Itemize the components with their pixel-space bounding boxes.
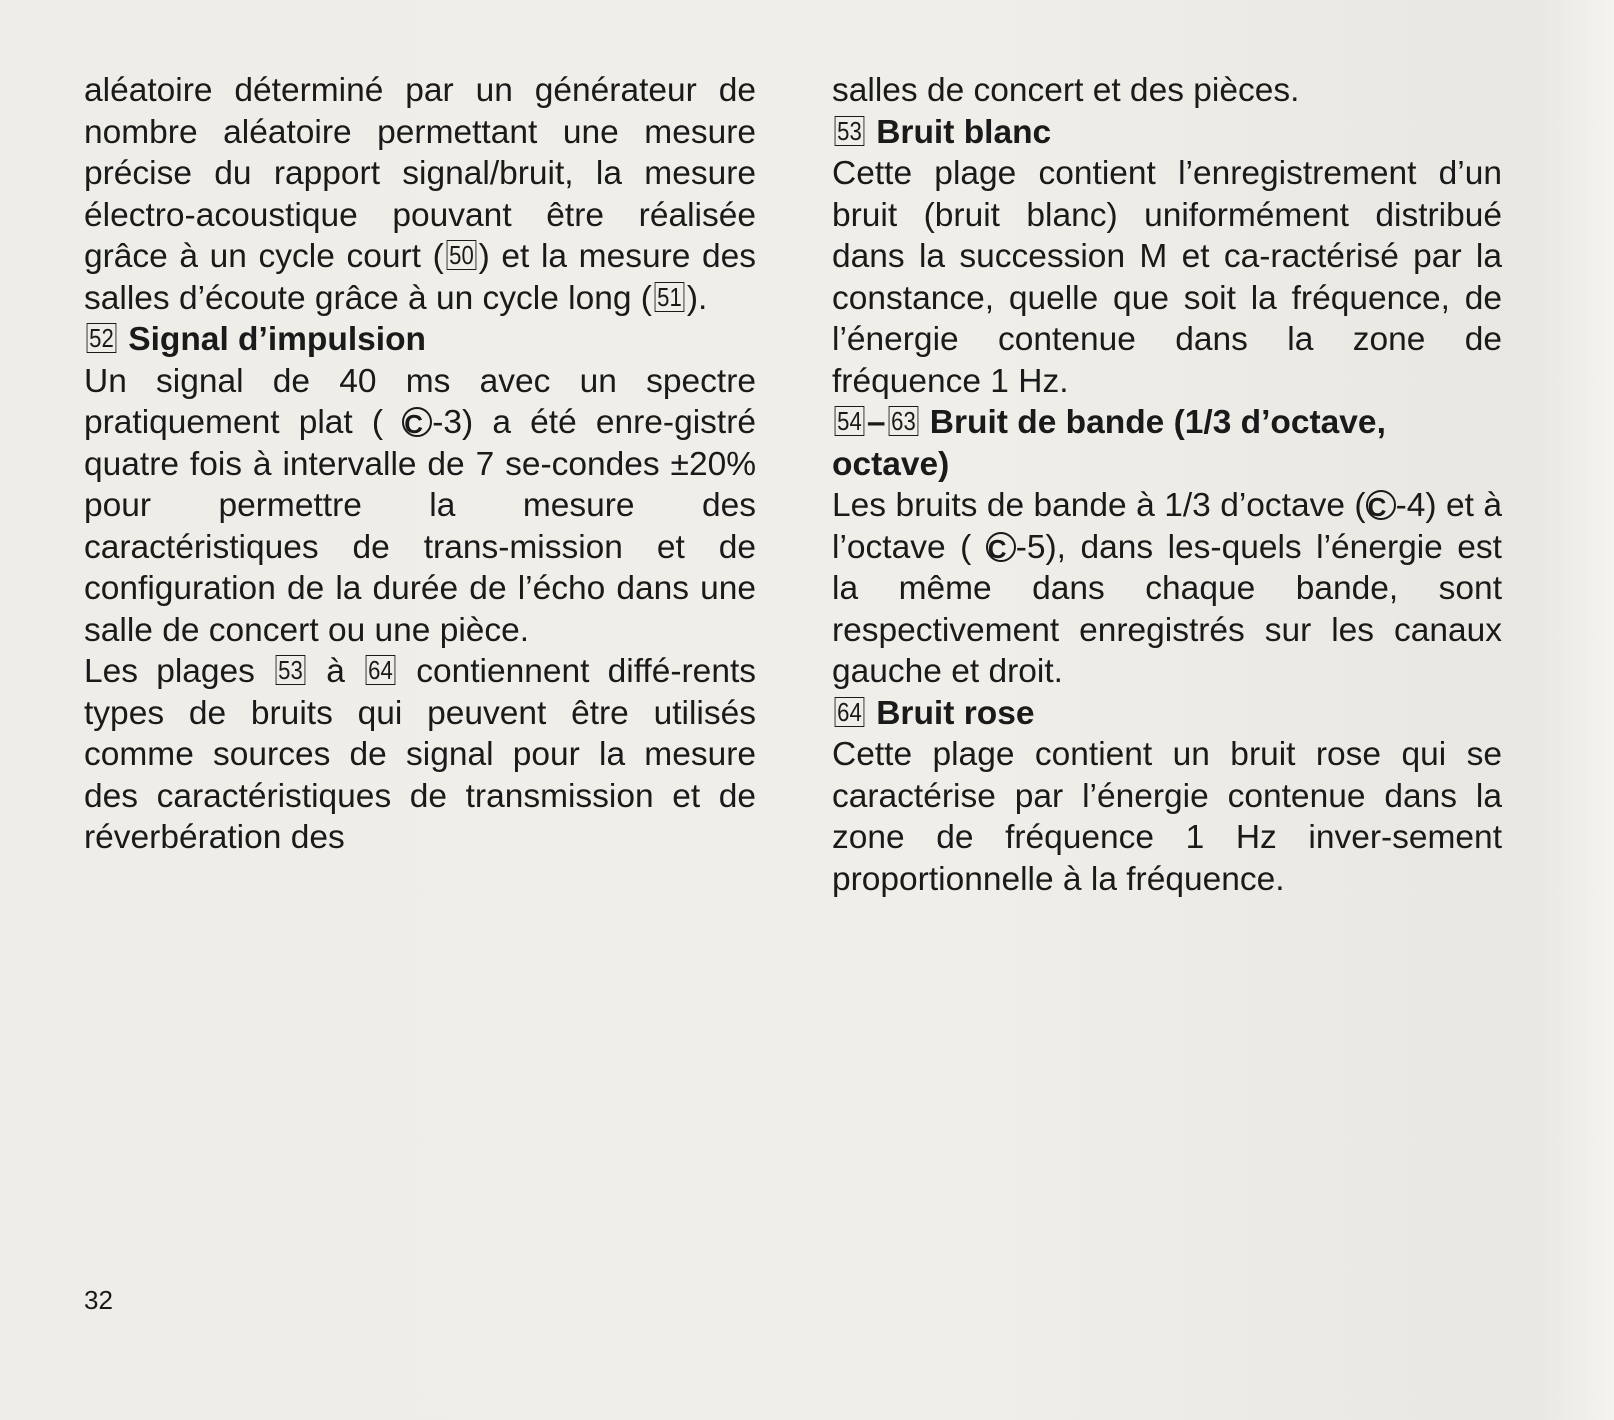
section-heading-pink-noise: 64 Bruit rose bbox=[832, 693, 1502, 735]
track-number-box: 64 bbox=[366, 655, 396, 685]
track-number-box: 51 bbox=[655, 282, 685, 312]
track-number-box: 53 bbox=[276, 655, 306, 685]
paragraph-band-noise: Les bruits de bande à 1/3 d’octave (C -4) et à l’octave ( C -5), dans les-quels l’énergie est la même dans chaque bande, sont respectivement enregistrés sur les canaux gauche et droit. bbox=[832, 487, 1502, 690]
section-heading-white-noise: 53 Bruit blanc bbox=[832, 112, 1502, 154]
section-heading-band-noise: 54 – 63 Bruit de bande (1/3 d’octave, octave) bbox=[832, 404, 1386, 483]
c-circle-icon: C bbox=[986, 532, 1016, 562]
track-number-box: 50 bbox=[446, 240, 476, 270]
paragraph-white-noise: Cette plage contient l’enregistrement d’un bruit (bruit blanc) uniformément distribué dans la succession M et ca-ractérisé par la constance, quelle que soit la fréquence, de l’énergie contenue dans la zone de fréquence 1 Hz. bbox=[832, 155, 1502, 400]
track-number-box: 53 bbox=[835, 116, 865, 146]
paragraph-pink-noise: Cette plage contient un bruit rose qui se caractérise par l’énergie contenue dans la zone de fréquence 1 Hz inver-sement proportionnelle à la fréquence. bbox=[832, 736, 1502, 898]
track-number-box: 64 bbox=[835, 697, 865, 727]
paragraph-impulse: Un signal de 40 ms avec un spectre pratiquement plat ( C -3) a été enre-gistré quatre fois à intervalle de 7 se-condes ±20% pour permettre la mesure des caractéristiques de trans-mission et de configuration de la durée de l’écho dans une salle de concert ou une pièce. bbox=[84, 362, 756, 649]
page-number: 32 bbox=[84, 1285, 113, 1315]
section-heading-impulse: 52 Signal d’impulsion bbox=[84, 319, 756, 361]
left-column bbox=[84, 70, 756, 859]
c-circle-icon: C bbox=[1366, 490, 1396, 520]
track-number-box: 63 bbox=[888, 406, 918, 436]
track-number-box: 52 bbox=[87, 323, 117, 353]
paragraph-random-noise: aléatoire déterminé par un générateur de nombre aléatoire permettant une mesure précise du rapport signal/bruit, la mesure électro-acoustique pouvant être réalisée grâce à un cycle court ( 50 ) et la mesure des salles d’écoute grâce à un cycle long ( 51 ). bbox=[84, 72, 756, 317]
paragraph-noise-tracks: Les plages 53 à 64 contiennent diffé-rents types de bruits qui peuvent être utilisés comme sources de signal pour la mesure des caractéristiques de transmission et de réverbération des bbox=[84, 653, 757, 856]
track-number-box: 54 bbox=[835, 406, 865, 436]
right-column bbox=[832, 70, 1502, 900]
c-circle-icon: C bbox=[402, 407, 432, 437]
paragraph-concert-halls: salles de concert et des pièces. bbox=[832, 72, 1300, 109]
